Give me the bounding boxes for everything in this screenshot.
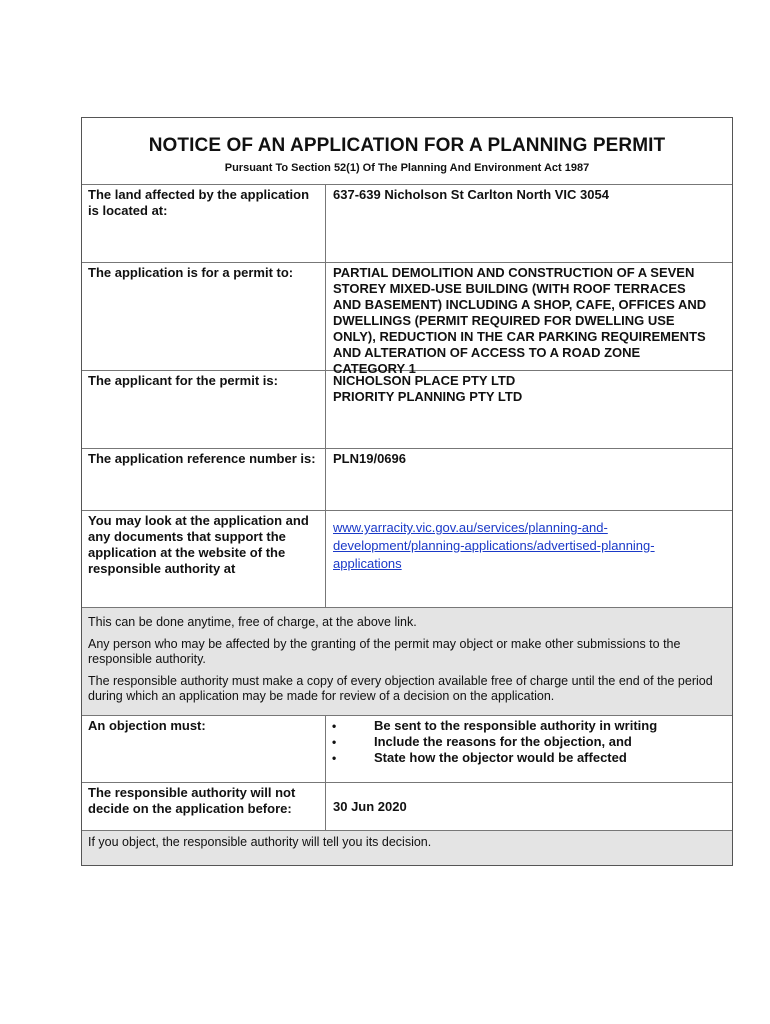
objection-list bbox=[328, 718, 726, 766]
applicant-label: The applicant for the permit is: bbox=[82, 371, 326, 448]
decision-date: 30 Jun 2020 bbox=[333, 799, 407, 814]
bullet-icon: • bbox=[332, 719, 337, 733]
permit-label: The application is for a permit to: bbox=[82, 263, 326, 370]
land-row bbox=[82, 185, 732, 263]
list-item bbox=[328, 718, 726, 734]
planning-notice bbox=[81, 117, 733, 866]
info-paragraph-1: This can be done anytime, free of charge, at the above link. bbox=[88, 615, 417, 629]
bullet-icon: • bbox=[332, 751, 337, 765]
objection-item-2: Include the reasons for the objection, and bbox=[374, 734, 632, 749]
info-section bbox=[82, 608, 732, 716]
website-link-line-3[interactable]: applications bbox=[333, 556, 402, 571]
applicant-name-2: PRIORITY PLANNING PTY LTD bbox=[333, 389, 523, 404]
applicant-name-1: NICHOLSON PLACE PTY LTD bbox=[333, 373, 516, 388]
list-item bbox=[328, 750, 726, 766]
footer-note: If you object, the responsible authority will tell you its decision. bbox=[82, 831, 732, 865]
page-title: NOTICE OF AN APPLICATION FOR A PLANNING PERMIT bbox=[148, 135, 666, 156]
reference-value: PLN19/0696 bbox=[333, 451, 406, 466]
objection-label: An objection must: bbox=[82, 716, 326, 782]
website-link[interactable] bbox=[326, 511, 732, 607]
website-row bbox=[82, 511, 732, 608]
land-value: 637-639 Nicholson St Carlton North VIC 3054 bbox=[333, 187, 609, 202]
reference-row bbox=[82, 449, 732, 511]
permit-value: PARTIAL DEMOLITION AND CONSTRUCTION OF A SEVEN STOREY MIXED-USE BUILDING (WITH ROOF TERRACES AND BASEMENT) INCLUDING A SHOP, CAFE, OFFICES AND DWELLINGS (PERMIT REQUIRED FOR DWELLING USE ONLY), REDUCTION IN THE CAR PARKING REQUIREMENTS AND ALTERATION OF ACCESS TO A ROAD ZONE CATEGORY 1 bbox=[333, 265, 707, 376]
permit-row bbox=[82, 263, 732, 376]
bullet-icon: • bbox=[332, 735, 337, 749]
website-label: You may look at the application and any documents that support the application at the website of the responsible authority at bbox=[82, 511, 326, 607]
info-paragraph-2: Any person who may be affected by the granting of the permit may object or make other submissions to the responsible authority. bbox=[88, 637, 681, 666]
list-item bbox=[328, 734, 726, 750]
applicant-row bbox=[82, 371, 732, 449]
objection-item-1: Be sent to the responsible authority in writing bbox=[374, 718, 658, 733]
objection-list-cell bbox=[326, 716, 732, 782]
notice-header bbox=[82, 118, 732, 185]
objection-item-3: State how the objector would be affected bbox=[374, 750, 627, 765]
land-label: The land affected by the application is located at: bbox=[82, 185, 326, 262]
info-paragraph-3: The responsible authority must make a copy of every objection available free of charge until the end of the period during which an application may be made for review of a decision on the application. bbox=[88, 674, 713, 703]
decision-row bbox=[82, 783, 732, 831]
page-subtitle: Pursuant To Section 52(1) Of The Planning And Environment Act 1987 bbox=[224, 162, 590, 174]
applicant-value bbox=[326, 371, 732, 448]
website-link-line-1[interactable]: www.yarracity.vic.gov.au/services/planning-and- bbox=[333, 520, 608, 535]
decision-label: The responsible authority will not decide on the application before: bbox=[82, 783, 326, 830]
objection-row bbox=[82, 716, 732, 783]
reference-label: The application reference number is: bbox=[82, 449, 326, 510]
website-link-line-2[interactable]: development/planning-applications/advertised-planning- bbox=[333, 538, 655, 553]
